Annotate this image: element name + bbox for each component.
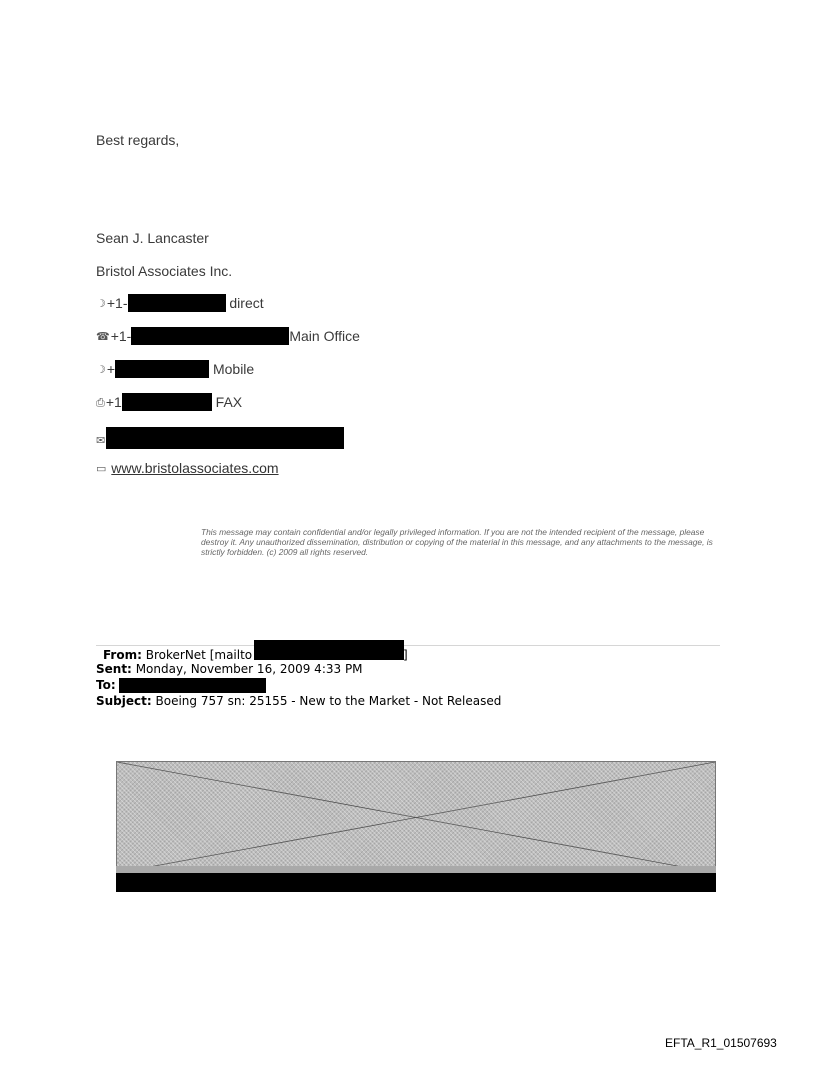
website-link[interactable]: www.bristolassociates.com [111,460,279,476]
closing-text: Best regards, [96,132,180,148]
redaction-box [106,427,344,449]
from-value: BrokerNet [mailto [145,648,253,662]
subject-label: Subject: [96,694,152,708]
subject-value: Boeing 757 sn: 25155 - New to the Market - Not Released [155,694,502,708]
header-divider [96,645,720,646]
from-close-bracket: ] [403,648,408,662]
image-caption-strip [116,866,716,873]
redaction-box [131,327,289,345]
mobile-phone-prefix: + [106,361,116,377]
direct-phone-line [96,294,264,313]
subject-line [96,694,501,708]
sender-name: Sean J. Lancaster [96,230,209,246]
redaction-box [122,393,212,411]
redaction-box [116,873,716,892]
redaction-box [128,294,226,312]
sent-label: Sent: [96,662,132,676]
company-name: Bristol Associates Inc. [96,263,233,279]
main-phone-label: Main Office [289,328,360,344]
from-label: From: [103,648,142,662]
image-placeholder [116,761,716,874]
document-id: EFTA_R1_01507693 [665,1036,777,1050]
sent-line [96,662,363,676]
direct-phone-label: direct [229,295,264,311]
fax-label: FAX [215,394,243,410]
from-line [103,648,252,662]
to-line [96,678,116,692]
redaction-box [119,678,266,693]
to-label: To: [96,678,116,692]
redaction-box [254,640,404,660]
broken-image-icon [117,762,715,873]
mobile-icon: ☽ [96,364,106,376]
main-office-phone-line [96,327,360,346]
direct-phone-prefix: +1- [106,295,128,311]
website-line [96,459,279,478]
phone-icon: ☽ [96,298,106,310]
computer-icon: ▭ [96,463,107,475]
redaction-box [115,360,209,378]
email-line [96,427,344,450]
mobile-phone-label: Mobile [212,361,255,377]
sent-value: Monday, November 16, 2009 4:33 PM [135,662,363,676]
fax-icon: ⎙ [96,397,105,409]
telephone-icon: ☎ [96,331,110,343]
envelope-icon: ✉ [96,435,106,447]
main-phone-prefix: +1- [110,328,132,344]
mobile-phone-line [96,360,254,379]
fax-prefix: +1 [105,394,122,410]
confidentiality-disclaimer: This message may contain confidential and/or legally privileged information. If you are not the intended recipient of the message, please destroy it. Any unauthorized dissemination, distribution or copying of the material in this message, and any attachments to the message, is strictly forbidden. (c) 2009 all rights reserved. [201,527,713,558]
fax-line [96,393,242,412]
